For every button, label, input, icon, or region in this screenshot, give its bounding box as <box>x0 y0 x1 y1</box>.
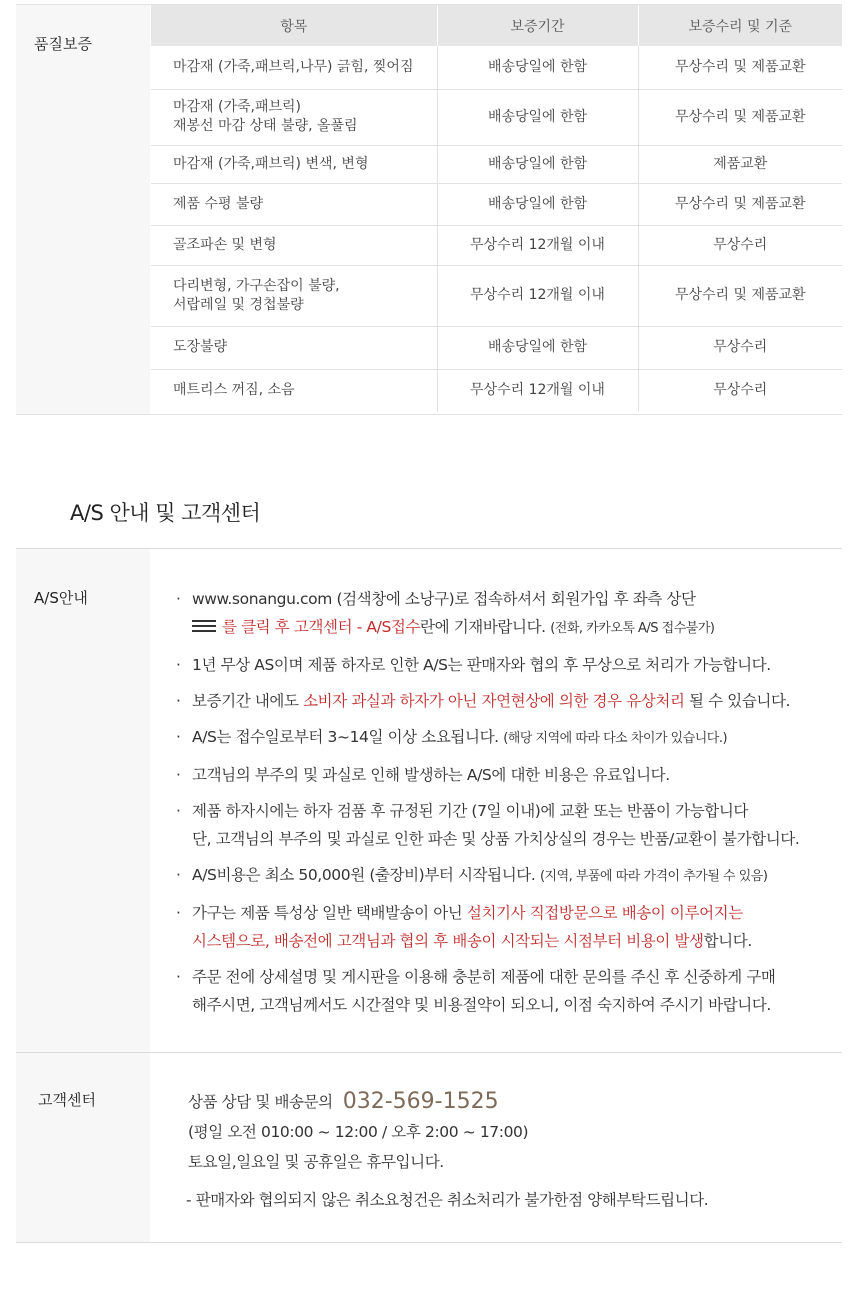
as-item-text: 고객님의 부주의 및 과실로 인해 발생하는 A/S에 대한 비용은 유료입니다. <box>192 766 670 784</box>
as-item-text: A/S비용은 최소 50,000원 (출장비)부터 시작됩니다. <box>192 866 536 884</box>
bullet: · <box>176 802 181 820</box>
table-row <box>151 89 842 145</box>
table-row <box>151 183 842 225</box>
item-cell <box>151 145 437 183</box>
item-cell <box>151 369 437 412</box>
item-text: 제품 수평 불량 <box>173 195 264 212</box>
inquiry-label: 상품 상담 및 배송문의 <box>188 1093 333 1111</box>
item-text: 서랍레일 및 경첩불량 <box>173 296 304 313</box>
warranty-label-cell <box>16 5 150 414</box>
list-item <box>176 899 842 955</box>
customer-center-label: 고객센터 <box>38 1091 96 1109</box>
as-item-note: (지역, 부품에 따라 가격이 추가될 수 있음) <box>539 869 768 884</box>
header-period: 보증기간 <box>437 5 638 46</box>
list-item <box>176 963 842 1019</box>
list-item <box>176 797 842 853</box>
list-item <box>176 723 842 753</box>
as-info-list <box>176 585 842 1027</box>
bullet: · <box>176 904 181 922</box>
customer-center-label-cell <box>16 1053 150 1242</box>
standard-cell: 무상수리 <box>638 225 842 265</box>
phone-number[interactable]: 032-569-1525 <box>342 1089 499 1114</box>
table-row <box>151 265 842 326</box>
hamburger-menu-icon <box>192 620 216 633</box>
item-text: 마감재 (가죽,패브릭,나무) 긁힘, 찢어짐 <box>173 58 414 75</box>
period-cell: 무상수리 12개월 이내 <box>437 265 638 326</box>
as-item-text: A/S는 접수일로부터 3~14일 이상 소요됩니다. <box>192 728 499 746</box>
warranty-section <box>16 4 842 415</box>
bullet: · <box>176 968 181 986</box>
as-item-text: 란에 기재바랍니다. <box>420 618 546 636</box>
bullet: · <box>176 692 181 710</box>
bullet: · <box>176 590 181 608</box>
period-cell: 무상수리 12개월 이내 <box>437 369 638 412</box>
header-standard: 보증수리 및 기준 <box>638 5 842 46</box>
item-cell <box>151 89 437 145</box>
as-item-text: 될 수 있습니다. <box>684 692 791 710</box>
bullet: · <box>176 866 181 884</box>
standard-cell: 무상수리 및 제품교환 <box>638 265 842 326</box>
standard-cell: 제품교환 <box>638 145 842 183</box>
period-cell: 무상수리 12개월 이내 <box>437 225 638 265</box>
as-item-text: 제품 하자시에는 하자 검품 후 규정된 기간 (7일 이내)에 교환 또는 반품이 가능합니다 <box>192 802 748 820</box>
period-cell: 배송당일에 한함 <box>437 89 638 145</box>
standard-cell: 무상수리 및 제품교환 <box>638 183 842 225</box>
as-item-note: (전화, 카카오톡 A/S 접수불가) <box>550 621 715 636</box>
period-cell: 배송당일에 한함 <box>437 326 638 369</box>
list-item <box>176 585 842 643</box>
item-text: 도장불량 <box>173 339 228 355</box>
item-cell <box>151 265 437 326</box>
period-cell: 배송당일에 한함 <box>437 183 638 225</box>
period-cell: 배송당일에 한함 <box>437 46 638 89</box>
as-item-text: 주문 전에 상세설명 및 게시판을 이용해 충분히 제품에 대한 문의를 주신 후 신중하게 구매 <box>192 968 776 986</box>
item-text: 매트리스 꺼짐, 소음 <box>173 382 295 399</box>
business-hours: (평일 오전 010:00 ~ 12:00 / 오후 2:00 ~ 17:00) <box>188 1123 529 1141</box>
divider <box>16 1242 842 1243</box>
standard-cell: 무상수리 <box>638 369 842 412</box>
warranty-section-label: 품질보증 <box>34 35 92 53</box>
item-cell <box>151 46 437 89</box>
cancel-notice: - 판매자와 협의되지 않은 취소요청건은 취소처리가 불가한점 양해부탁드립니다. <box>186 1191 709 1209</box>
as-item-text: 해주시면, 고객님께서도 시간절약 및 비용절약이 되오니, 이점 숙지하여 주시기 바랍니다. <box>192 996 771 1014</box>
item-text: 다리변형, 가구손잡이 불량, <box>173 277 340 294</box>
table-row <box>151 369 842 412</box>
standard-cell: 무상수리 <box>638 326 842 369</box>
closed-days: 토요일,일요일 및 공휴일은 휴무입니다. <box>188 1153 444 1171</box>
as-info-block <box>16 549 842 1052</box>
item-cell <box>151 183 437 225</box>
item-text: 마감재 (가죽,패브릭) 변색, 변형 <box>173 155 369 172</box>
standard-cell: 무상수리 및 제품교환 <box>638 46 842 89</box>
table-row <box>151 145 842 183</box>
as-item-highlight: 소비자 과실과 하자가 아닌 자연현상에 의한 경우 유상처리 <box>303 692 685 710</box>
item-cell <box>151 326 437 369</box>
as-item-text: www.sonangu.com (검색창에 소낭구)로 접속하셔서 회원가입 후 좌측 상단 <box>192 590 696 608</box>
table-row <box>151 46 842 89</box>
item-text: 골조파손 및 변형 <box>173 236 277 253</box>
period-cell: 배송당일에 한함 <box>437 145 638 183</box>
bullet: · <box>176 656 181 674</box>
bullet: · <box>176 766 181 784</box>
as-item-highlight: 시스템으로, 배송전에 고객님과 협의 후 배송이 시작되는 시점부터 비용이 발생 <box>192 932 704 950</box>
standard-cell: 무상수리 및 제품교환 <box>638 89 842 145</box>
as-section-heading: A/S 안내 및 고객센터 <box>70 501 261 525</box>
list-item <box>176 687 842 715</box>
bullet: · <box>176 728 181 746</box>
as-item-text: 보증기간 내에도 <box>192 692 304 710</box>
item-cell <box>151 225 437 265</box>
as-item-highlight: 설치기사 직접방문으로 배송이 이루어지는 <box>466 904 743 922</box>
header-item: 항목 <box>151 5 437 46</box>
as-item-highlight: 를 클릭 후 고객센터 - A/S접수 <box>222 618 421 636</box>
customer-center-info <box>188 1087 708 1215</box>
list-item <box>176 761 842 789</box>
warranty-header-row <box>151 5 842 46</box>
customer-center-block <box>16 1053 842 1242</box>
item-text: 마감재 (가죽,패브릭) <box>173 99 302 115</box>
inquiry-line <box>188 1087 708 1117</box>
as-item-text: 1년 무상 AS이며 제품 하자로 인한 A/S는 판매자와 협의 후 무상으로 처리가 가능합니다. <box>192 656 771 674</box>
table-row <box>151 326 842 369</box>
as-label: A/S안내 <box>34 589 88 607</box>
item-text: 재봉선 마감 상태 불량, 올풀림 <box>173 118 358 134</box>
list-item <box>176 861 842 891</box>
table-row <box>151 225 842 265</box>
as-item-text: 합니다. <box>703 932 752 950</box>
list-item <box>176 651 842 679</box>
warranty-table <box>151 5 842 412</box>
as-item-text: 단, 고객님의 부주의 및 과실로 인한 파손 및 상품 가치상실의 경우는 반품/교환이 불가합니다. <box>192 830 800 848</box>
as-item-note: (해당 지역에 따라 다소 차이가 있습니다.) <box>503 731 728 746</box>
as-label-cell <box>16 549 150 1052</box>
as-item-text: 가구는 제품 특성상 일반 택배발송이 아닌 <box>192 904 467 922</box>
